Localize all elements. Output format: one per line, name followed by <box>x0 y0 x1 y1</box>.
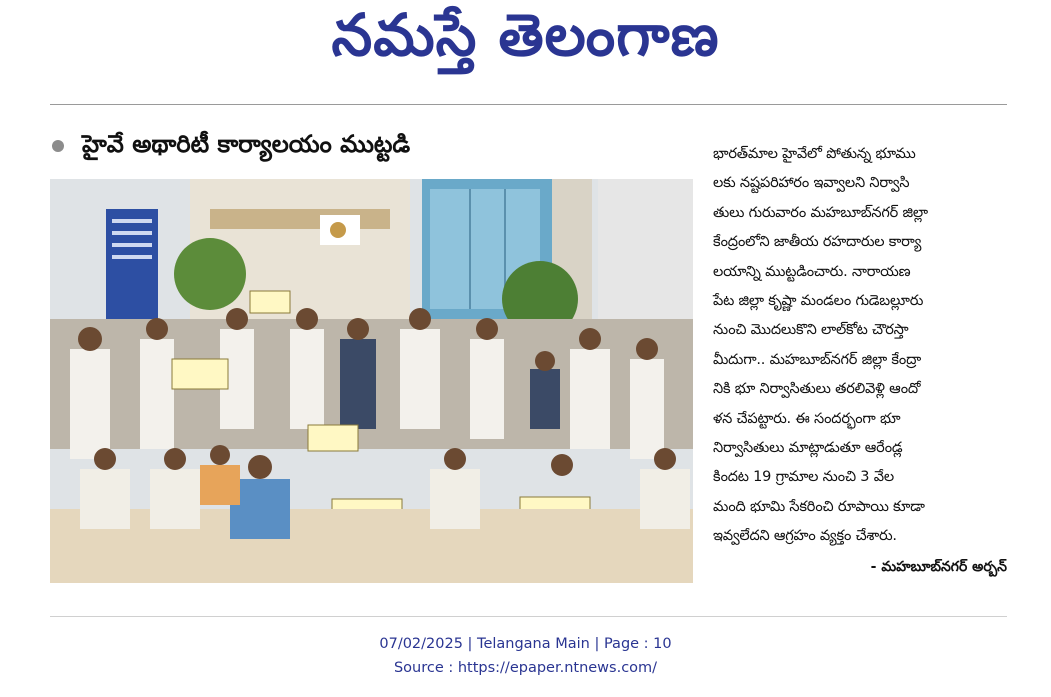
article-body <box>713 140 1013 551</box>
article-headline: హైవే అథారిటీ కార్యాలయం ముట్టడి <box>82 130 411 158</box>
article-line: పేట జిల్లా కృష్ణా మండలం గుడెబల్లూరు <box>713 292 924 309</box>
page-footer <box>0 632 1051 680</box>
footer-edition-info: 07/02/2025 | Telangana Main | Page : 10 <box>379 636 672 652</box>
article-line: లయాన్ని ముట్టడించారు. నారాయణ <box>713 263 911 280</box>
bullet-icon <box>52 140 64 152</box>
article-line: నిర్వాసితులు మాట్లాడుతూ ఆరేండ్ల <box>713 439 903 456</box>
article-line: లకు నష్టపరిహారం ఇవ్వాలని నిర్వాసి <box>713 175 910 192</box>
article-line: భారత్‌మాల హైవేలో పోతున్న భూము <box>713 146 916 162</box>
article-line: మంది భూమి సేకరించి రూపాయి కూడా <box>713 498 925 515</box>
article-line: నికి భూ నిర్వాసితులు తరలివెళ్లి ఆందో <box>713 381 921 398</box>
news-photo <box>50 179 693 583</box>
article-line: తులు గురువారం మహబూబ్‌నగర్ జిల్లా <box>713 204 928 221</box>
article-line: ఇవ్వలేదని ఆగ్రహం వ్యక్తం చేశారు. <box>713 528 897 545</box>
newspaper-masthead: నమస్తే తెలంగాణ <box>331 1 720 69</box>
article-line: నుంచి మొదలుకొని లాల్‌కోట చౌరస్తా <box>713 322 909 339</box>
article-line: కిందట 19 గ్రామాల నుంచి 3 వేల <box>713 469 894 486</box>
footer-divider <box>50 616 1007 617</box>
header-divider <box>50 104 1007 105</box>
article-line: కేంద్రంలోని జాతీయ రహదారుల కార్యా <box>713 234 922 251</box>
article-line: మీదుగా.. మహబూబ్‌నగర్ జిల్లా కేంద్రా <box>713 351 921 368</box>
footer-source-link[interactable]: Source : https://epaper.ntnews.com/ <box>393 660 658 676</box>
article-byline: - మహబూబ్‌నగర్ అర్బన్ <box>870 559 1007 575</box>
article-line: ళన చేపట్టారు. ఈ సందర్భంగా భూ <box>713 410 901 427</box>
